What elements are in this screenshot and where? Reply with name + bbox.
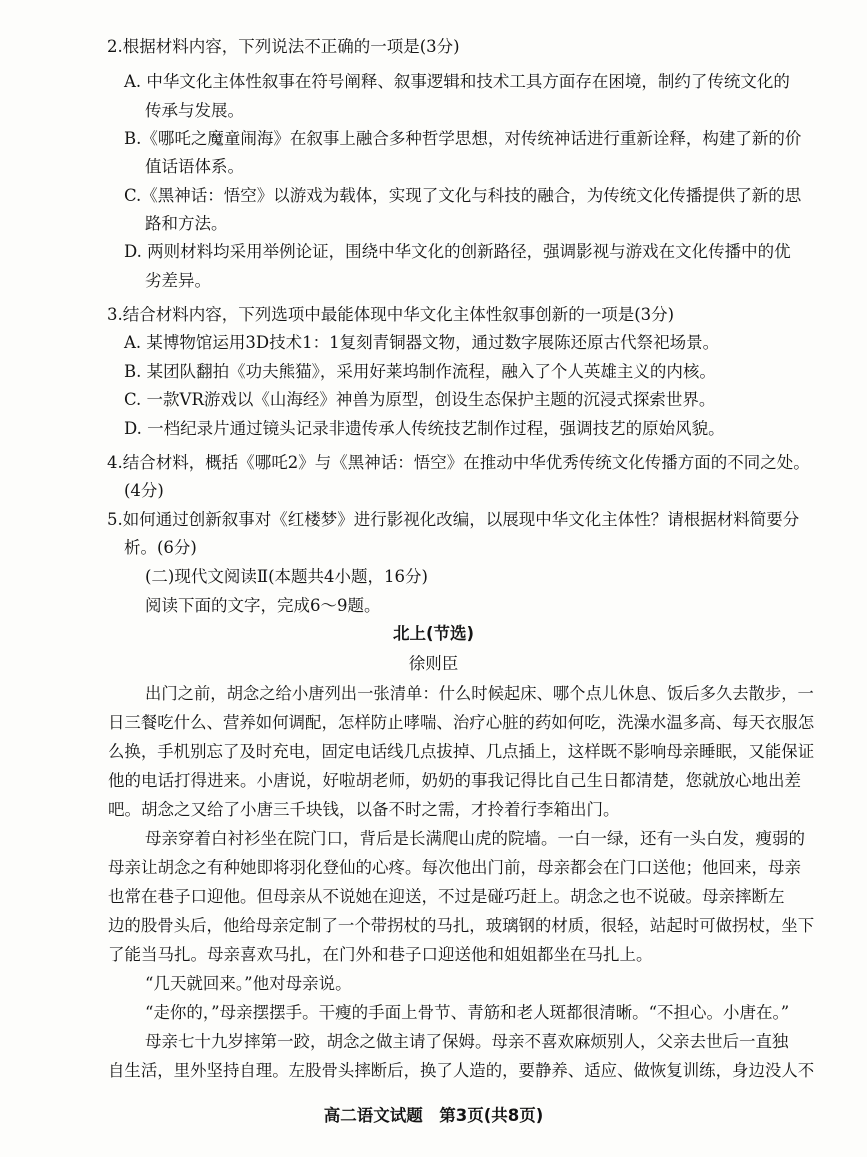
q3-option-b: B. 某团队翻拍《功夫熊猫》，采用好莱坞制作流程，融入了个人英雄主义的内核。 [124,362,716,381]
q2-option-b-line2: 值话语体系。 [145,157,244,176]
passage-line: “走你的，”母亲摆摆手。干瘦的手面上骨节、青筋和老人斑都很清晰。“不担心。小唐在。” [145,1003,790,1022]
q3-option-c: C. 一款VR游戏以《山海经》神兽为原型，创设生态保护主题的沉浸式探索世界。 [124,390,716,409]
q4-stem-line1: 4.结合材料，概括《哪吒2》与《黑神话：悟空》在推动中华优秀传统文化传播方面的不同之处。 [107,453,810,472]
q3-stem: 3.结合材料内容，下列选项中最能体现中华文化主体性叙事创新的一项是(3分) [107,305,675,324]
q5-stem-line1: 5.如何通过创新叙事对《红楼梦》进行影视化改编，以展现中华文化主体性？请根据材料简要分 [107,510,800,529]
q3-option-a: A. 某博物馆运用3D技术1：1复刻青铜器文物，通过数字展陈还原古代祭祀场景。 [124,333,720,352]
q2-option-d-line1: D. 两则材料均采用举例论证，围绕中华文化的创新路径，强调影视与游戏在文化传播中的优 [124,242,791,261]
q5-stem-line2: 析。(6分) [124,538,197,557]
q4-stem-line2: (4分) [124,481,164,500]
passage-line: 吧。胡念之又给了小唐三千块钱，以备不时之需，才拎着行李箱出门。 [108,800,620,819]
q3-option-d: D. 一档纪录片通过镜头记录非遗传承人传统技艺制作过程，强调技艺的原始风貌。 [124,419,725,438]
q2-stem: 2.根据材料内容，下列说法不正确的一项是(3分) [107,37,460,56]
passage-line: 边的股骨头后，他给母亲定制了一个带拐杖的马扎，玻璃钢的材质，很轻，站起时可做拐杖，坐下 [108,916,815,935]
passage-line: 自生活，里外坚持自理。左股骨头摔断后，换了人造的，要静养、适应、做恢复训练，身边没人不 [108,1061,815,1080]
q2-option-b-line1: B.《哪吒之魔童闹海》在叙事上融合多种哲学思想，对传统神话进行重新诠释，构建了新的价 [124,129,802,148]
q2-option-d-line2: 劣差异。 [145,271,211,290]
section-instruction: 阅读下面的文字，完成6～9题。 [145,596,381,615]
section-heading: (二)现代文阅读Ⅱ(本题共4小题，16分) [145,567,428,586]
passage-line: 日三餐吃什么、营养如何调配，怎样防止哮喘、治疗心脏的药如何吃，洗澡水温多高、每天衣服怎 [108,713,815,732]
q2-option-c-line1: C.《黑神话：悟空》以游戏为载体，实现了文化与科技的融合，为传统文化传播提供了新的思 [124,186,802,205]
q2-option-a-line2: 传承与发展。 [145,101,244,120]
passage-line: 出门之前，胡念之给小唐列出一张清单：什么时候起床、哪个点儿休息、饭后多久去散步，一 [145,684,814,703]
passage-author: 徐则臣 [408,654,459,673]
q2-option-c-line2: 路和方法。 [145,214,228,233]
passage-line: 么换，手机别忘了及时充电，固定电话线几点拔掉、几点插上，这样既不影响母亲睡眠，又能保证 [108,742,815,761]
passage-line: 他的电话打得进来。小唐说，好啦胡老师，奶奶的事我记得比自己生日都清楚，您就放心地出差 [108,771,801,790]
passage-line: 了能当马扎。母亲喜欢马扎，在门外和巷子口迎送他和姐姐都坐在马扎上。 [108,945,653,964]
passage-line: 母亲穿着白衬衫坐在院门口，背后是长满爬山虎的院墙。一白一绿，还有一头白发，瘦弱的 [145,829,805,848]
passage-title: 北上(节选) [392,624,475,643]
q2-option-a-line1: A. 中华文化主体性叙事在符号阐释、叙事逻辑和技术工具方面存在困境，制约了传统文化的 [124,72,790,91]
passage-line: 也常在巷子口迎他。但母亲从不说她在迎送，不过是碰巧赶上。胡念之也不说破。母亲摔断左 [108,887,785,906]
passage-line: 母亲七十九岁摔第一跤，胡念之做主请了保姆。母亲不喜欢麻烦别人，父亲去世后一直独 [145,1032,789,1051]
passage-line: 母亲让胡念之有种她即将羽化登仙的心疼。每次他出门前，母亲都会在门口送他；他回来，母亲 [108,858,801,877]
passage-line: “几天就回来。”他对母亲说。 [145,974,352,993]
page-footer: 高二语文试题 第3页(共8页) [323,1106,544,1125]
